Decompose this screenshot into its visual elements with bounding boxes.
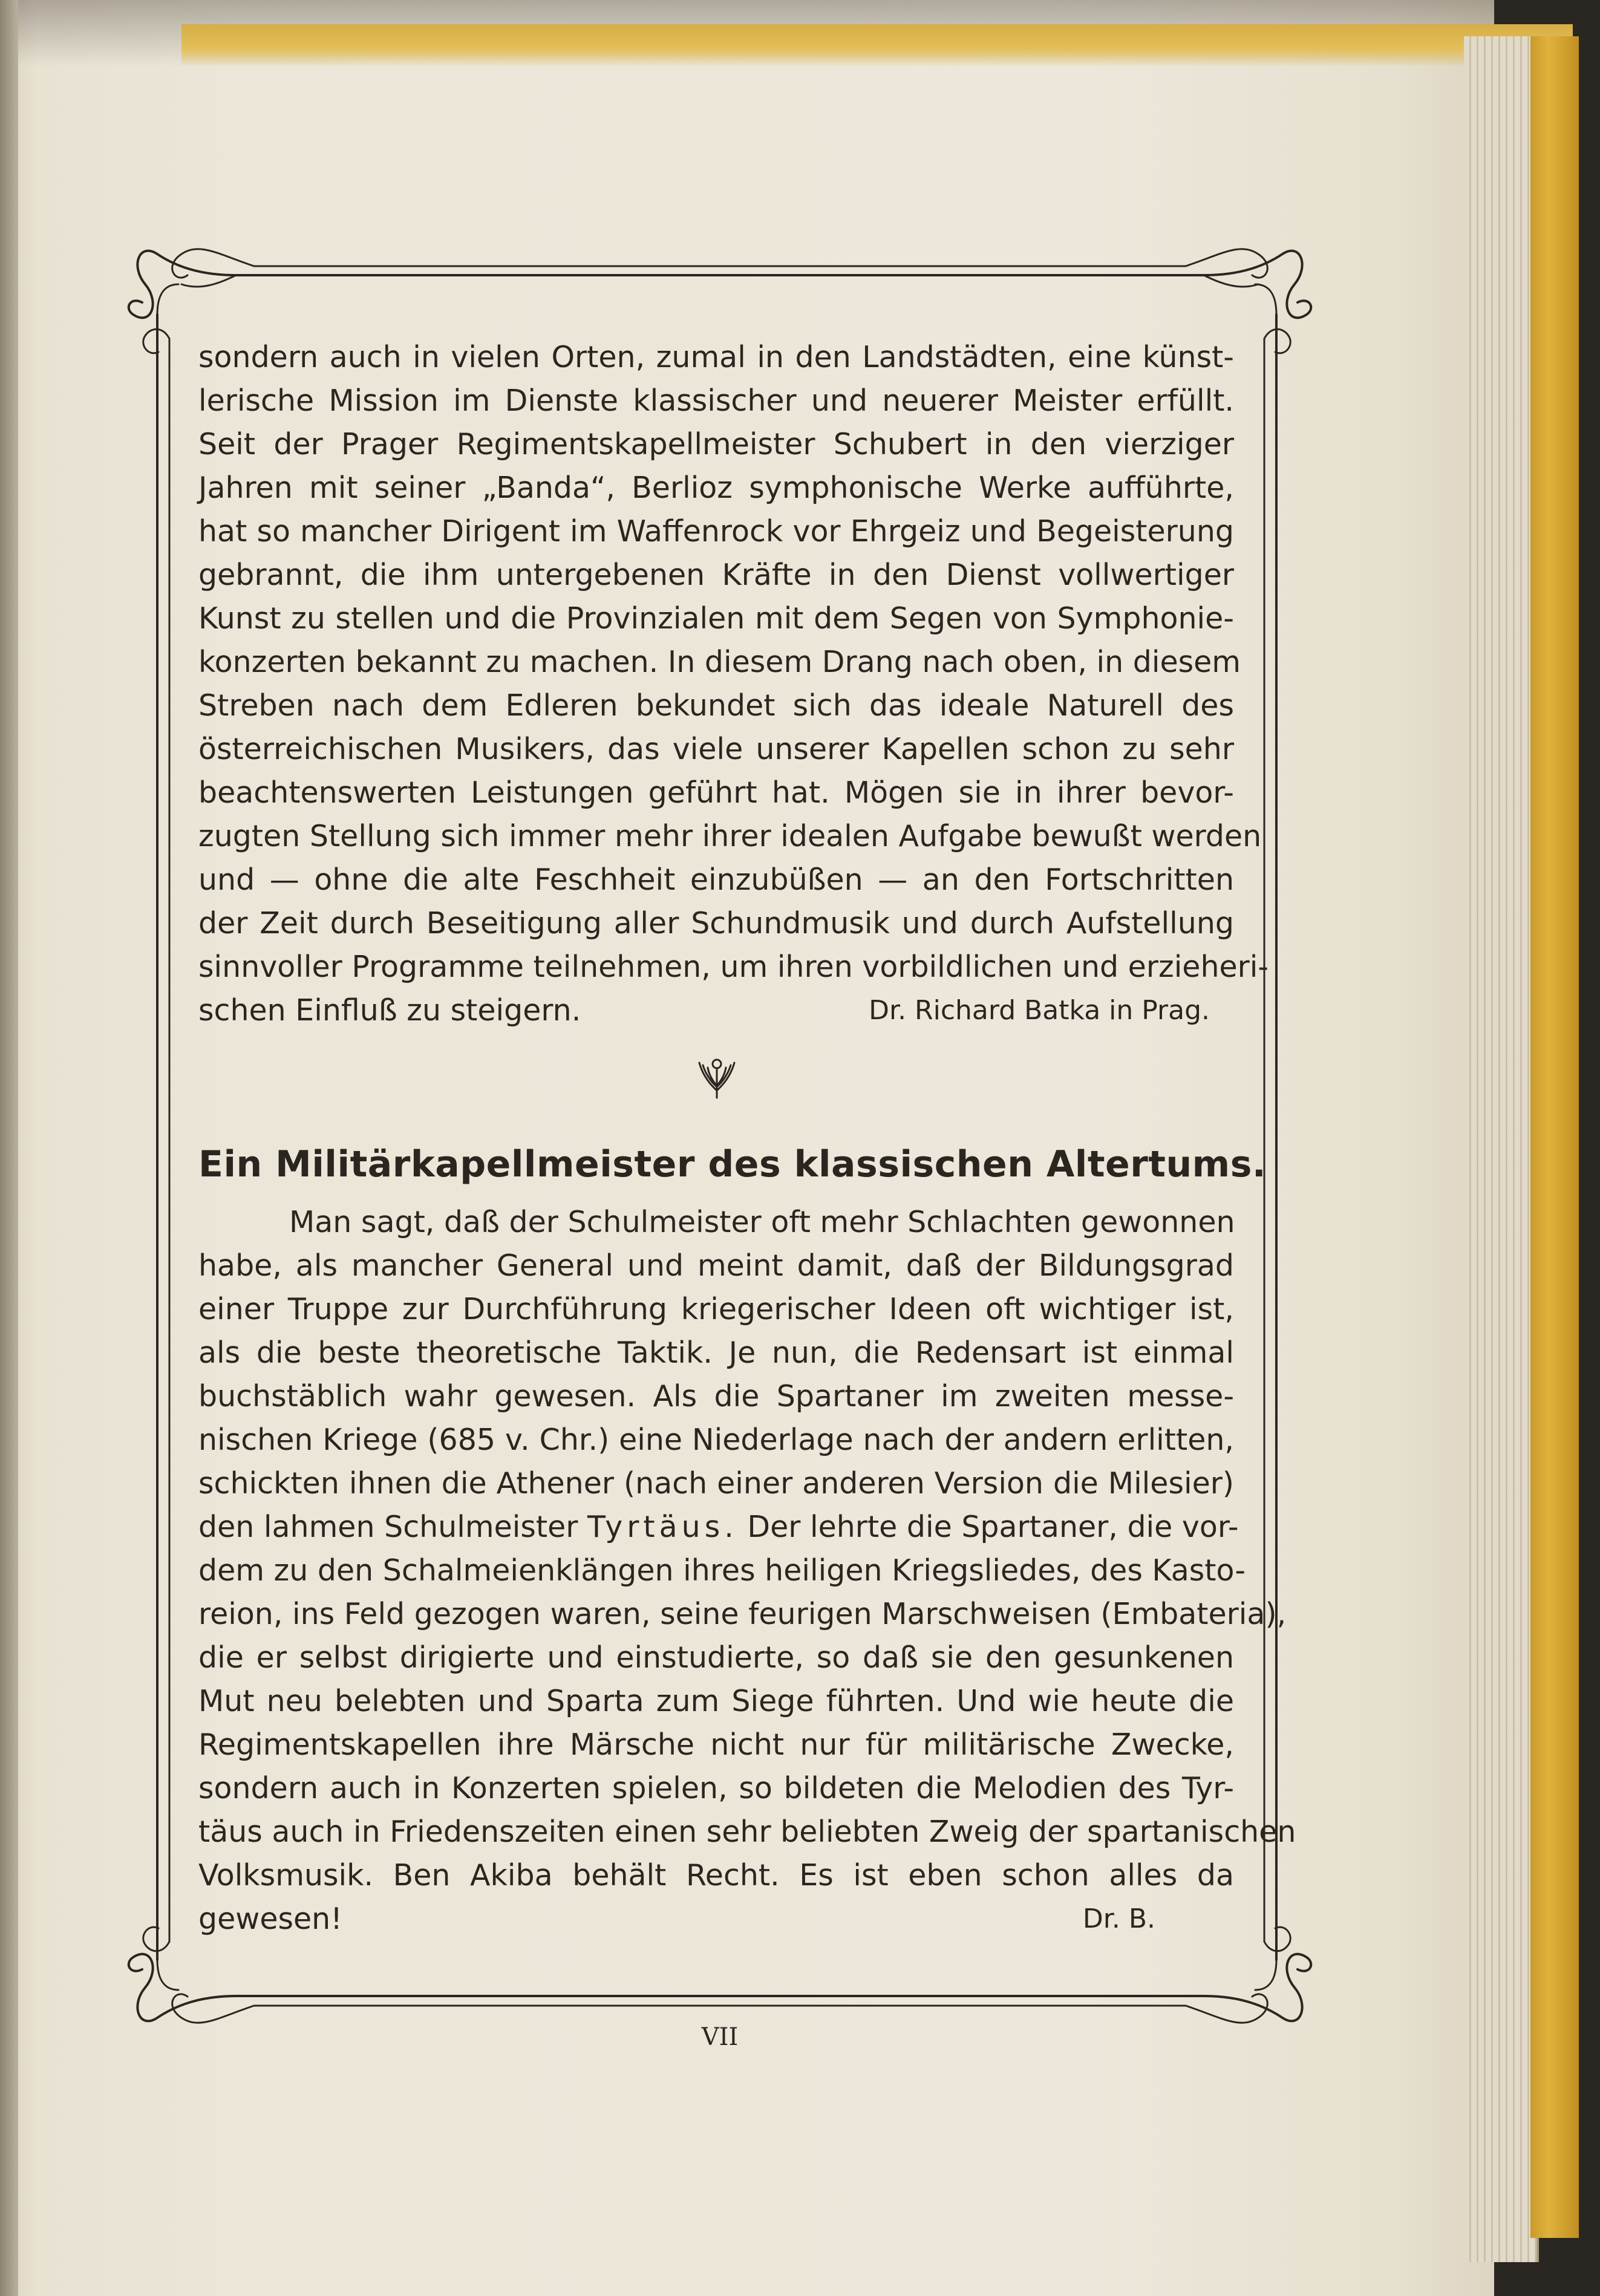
text-line: und — ohne die alte Feschheit einzubüßen — an den Fortschritten bbox=[198, 863, 1234, 897]
section-1-paragraph bbox=[198, 336, 1269, 989]
text-line: schen Einfluß zu steigern. bbox=[198, 993, 581, 1028]
page-number: VII bbox=[701, 2023, 739, 2051]
text-line: nischen Kriege (685 v. Chr.) eine Niederlage nach der andern erlitten, bbox=[198, 1423, 1234, 1457]
text-line: sondern auch in Konzerten spielen, so bildeten die Melodien des Tyr- bbox=[198, 1771, 1234, 1805]
text-line: reion, ins Feld gezogen waren, seine feurigen Marschweisen (Embateria), bbox=[198, 1597, 1287, 1631]
text-line: zugten Stellung sich immer mehr ihrer idealen Aufgabe bewußt werden bbox=[198, 819, 1262, 853]
author-signature: Dr. Richard Batka in Prag. bbox=[869, 995, 1210, 1026]
cover-top-edge bbox=[181, 24, 1573, 67]
text-line: als die beste theoretische Taktik. Je nun, die Redensart ist einmal bbox=[198, 1336, 1234, 1370]
text-fragment: den lahmen Schulmeister bbox=[198, 1510, 578, 1544]
cover-side-edge bbox=[1530, 36, 1579, 2238]
section-2-body bbox=[198, 1201, 1296, 1941]
text-line: Mut neu belebten und Sparta zum Siege führten. Und wie heute die bbox=[198, 1684, 1234, 1718]
text-line: Seit der Prager Regimentskapellmeister Schubert in den vierziger bbox=[198, 427, 1234, 461]
text-line: hat so mancher Dirigent im Waffenrock vor Ehrgeiz und Begeisterung bbox=[198, 514, 1234, 549]
text-line-tyrtaeus bbox=[198, 1505, 1239, 1549]
text-line: einer Truppe zur Durchführung kriegerischer Ideen oft wichtiger ist, bbox=[198, 1292, 1234, 1326]
text-line: die er selbst dirigierte und einstudierte, so daß sie den gesunkenen bbox=[198, 1640, 1234, 1675]
text-line: konzerten bekannt zu machen. In diesem Drang nach oben, in diesem bbox=[198, 645, 1241, 679]
text-fragment: Der lehrte die Spartaner, die vor- bbox=[747, 1510, 1239, 1544]
text-line: Streben nach dem Edleren bekundet sich das ideale Naturell des bbox=[198, 688, 1234, 723]
emphasized-name: Tyrtäus. bbox=[587, 1510, 738, 1544]
text-line: gewesen! bbox=[198, 1902, 342, 1936]
section-2-heading: Ein Militärkapellmeister des klassischen Altertums. bbox=[198, 1143, 1267, 1186]
text-line: schickten ihnen die Athener (nach einer anderen Version die Milesier) bbox=[198, 1466, 1234, 1501]
page-stack-edges bbox=[1464, 36, 1539, 2262]
text-line: habe, als mancher General und meint damit, daß der Bildungsgrad bbox=[198, 1248, 1234, 1283]
text-line: lerische Mission im Dienste klassischer und neuerer Meister erfüllt. bbox=[198, 383, 1234, 418]
text-line: Regimentskapellen ihre Märsche nicht nur für militärische Zwecke, bbox=[198, 1727, 1234, 1762]
text-line: der Zeit durch Beseitigung aller Schundmusik und durch Aufstellung bbox=[198, 906, 1234, 941]
leaf-ornament-icon bbox=[697, 1055, 737, 1099]
text-line: täus auch in Friedenszeiten einen sehr beliebten Zweig der spartanischen bbox=[198, 1815, 1296, 1849]
section-1-closing-line bbox=[198, 989, 1234, 1032]
text-line: Kunst zu stellen und die Provinzialen mit dem Segen von Symphonie- bbox=[198, 601, 1234, 636]
section-1-body bbox=[198, 336, 1269, 1032]
text-line: sinnvoller Programme teilnehmen, um ihren vorbildlichen und erzieheri- bbox=[198, 950, 1269, 984]
text-line: gebrannt, die ihm untergebenen Kräfte in den Dienst vollwertiger bbox=[198, 558, 1234, 592]
text-line: beachtenswerten Leistungen geführt hat. Mögen sie in ihrer bevor- bbox=[198, 775, 1234, 810]
section-2-closing-line bbox=[198, 1897, 1234, 1941]
text-line: buchstäblich wahr gewesen. Als die Spartaner im zweiten messe- bbox=[198, 1379, 1234, 1414]
text-line: österreichischen Musikers, das viele unserer Kapellen schon zu sehr bbox=[198, 732, 1234, 766]
text-line: Jahren mit seiner „Banda“, Berlioz symphonische Werke aufführte, bbox=[198, 471, 1234, 505]
text-line: Man sagt, daß der Schulmeister oft mehr Schlachten gewonnen bbox=[289, 1205, 1235, 1239]
text-line: Volksmusik. Ben Akiba behält Recht. Es ist eben schon alles da bbox=[198, 1858, 1234, 1893]
text-line: dem zu den Schalmeienklängen ihres heiligen Kriegsliedes, des Kasto- bbox=[198, 1553, 1246, 1588]
author-signature: Dr. B. bbox=[1082, 1903, 1155, 1934]
text-line: sondern auch in vielen Orten, zumal in den Landstädten, eine künst- bbox=[198, 340, 1234, 374]
page-gutter bbox=[0, 0, 18, 2296]
